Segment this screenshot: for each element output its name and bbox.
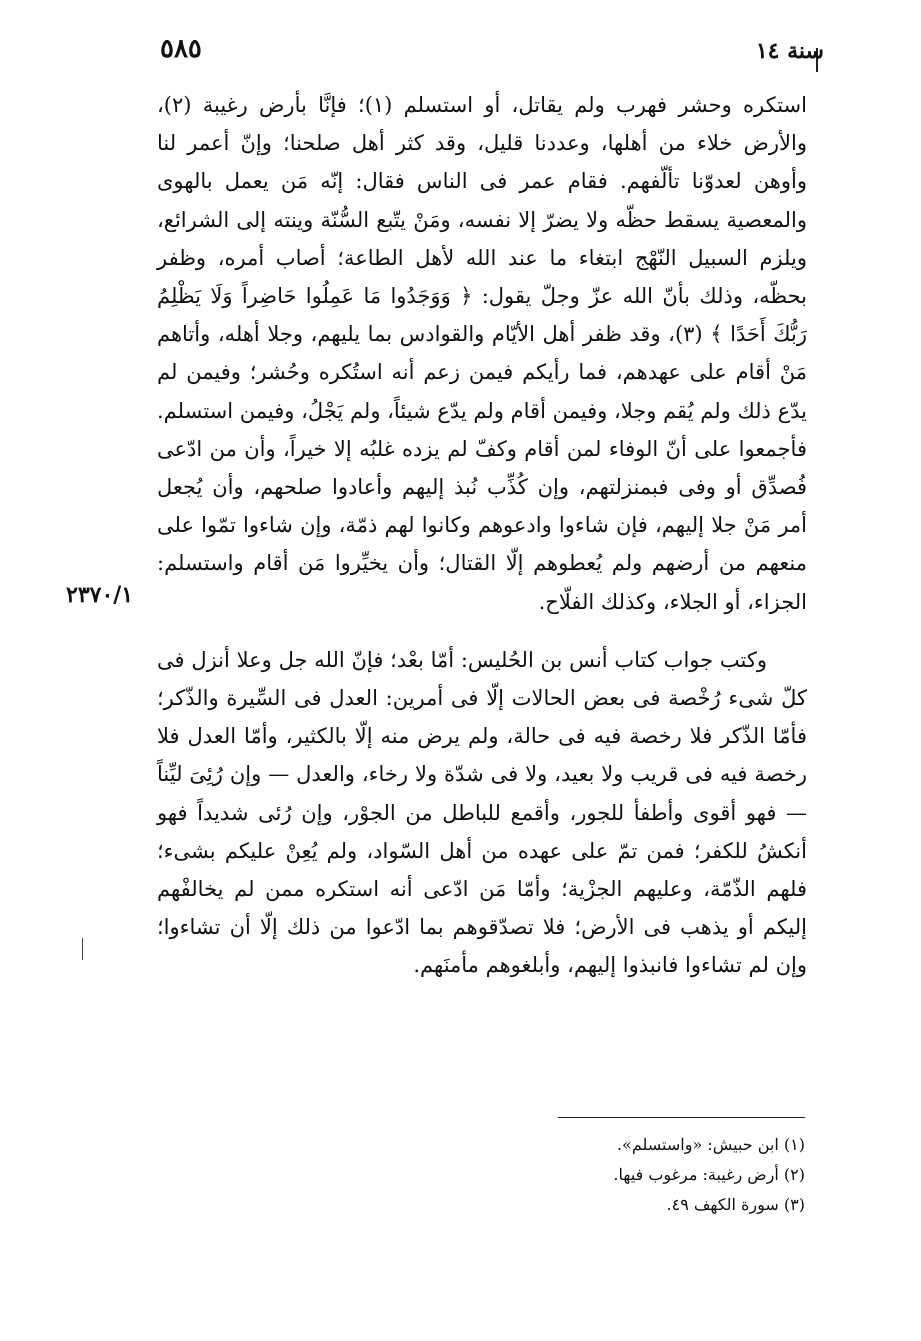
running-header-year: سنة ١٤ [755, 38, 824, 64]
margin-reference: ٢٣٧٠/١ [66, 582, 134, 608]
page-number: ٥٨٥ [160, 34, 202, 64]
paragraph-2: وكتب جواب كتاب أنس بن الحُليس: أمّا بعْد؛ فإنّ الله جل وعلا أنزل فى كلّ شىء رُخْصة فى بعض الحالات إلّا فى أمرين: العدل فى السِّيرة والذّكر؛ فأمّا الذّكر فلا رخصة فيه فى حالة، ولم يرض منه إلّا بالكثير، وأمّا العدل فلا رخصة فيه فى قريب ولا بعيد، ولا فى شدّة ولا رخاء، والعدل — وإن رُئِىَ ليِّناً — فهو أقوى وأطفأ للجور، وأقمع للباطل من الجوْر، وإن رُئى شديداً فهو أنكشُ للكفر؛ فمن تمّ على عهده من أهل السّواد، ولم يُعِنْ عليكم بشىء؛ فلهم الذّمّة، وعليهم الجزْية؛ وأمّا مَن ادّعى أنه استكره ممن لم يخالفْهم إليكم أو يذهب فى الأرض؛ فلا تصدّقوهم بما ادّعوا من ذلك إلّا أن تشاءوا؛ وإن لم تشاءوا فانبذوا إليهم، وأبلغوهم مأمنَهم. [157, 647, 807, 978]
margin-mark [82, 938, 83, 960]
body-text [157, 86, 807, 985]
footnote-2: (٢) أرض رغيبة: مرغوب فيها. [613, 1165, 805, 1184]
footnote-1: (١) ابن حبيش: «واستسلم». [616, 1135, 805, 1154]
footnote-divider [558, 1117, 805, 1118]
footnotes [400, 1130, 805, 1220]
footnote-3: (٣) سورة الكهف ٤٩. [666, 1195, 805, 1214]
paragraph-1: استكره وحشر فهرب ولم يقاتل، أو استسلم (١)؛ فإنَّا بأرض رغيبة (٢)، والأرض خلاء من أهلها، وعددنا قليل، وقد كثر أهل صلحنا؛ وإنّ أعمر لنا وأوهن لعدوّنا تألّفهم. فقام عمر فى الناس فقال: إنّه مَن يعمل بالهوى والمعصية يسقط حظّه ولا يضرّ إلا نفسه، ومَنْ يتّبع السُّنّة وينته إلى الشرائع، ويلزم السبيل النّهْج ابتغاء ما عند الله لأهل الطاعة؛ أصاب أمره، وظفر بحظّه، وذلك بأنّ الله عزّ وجلّ يقول: ﴿ وَوَجَدُوا مَا عَمِلُوا حَاضِراً وَلَا يَظْلِمُ رَبُّكَ أَحَدًا ﴾ (٣)، وقد ظفر أهل الأيّام والقوادس بما يليهم، وجلا أهله، وأتاهم مَنْ أقام على عهدهم، فما رأيكم فيمن زعم أنه استُكره وحُشر؛ وفيمن لم يدّع ذلك ولم يُقم وجلا، وفيمن أقام ولم يدّع شيئاً، ولم يَجْلُ، وفيمن استسلم. فأجمعوا على أنّ الوفاء لمن أقام وكفّ لم يزده غلبُه إلا خيراً، وأن من ادّعى فُصدِّق أو وفى فبمنزلتهم، وإن كُذِّب نُبذ إليهم وأعادوا صلحهم، وأن يُجعل أمر مَنْ جلا إليهم، فإن شاءوا وادعوهم وكانوا لهم ذمّة، وإن شاءوا تمّوا على منعهم من أرضهم ولم يُعطوهم إلّا القتال؛ وأن يخيِّروا مَن أقام واستسلم: الجزاء، أو الجلاء، وكذلك الفلّاح. [157, 93, 807, 614]
